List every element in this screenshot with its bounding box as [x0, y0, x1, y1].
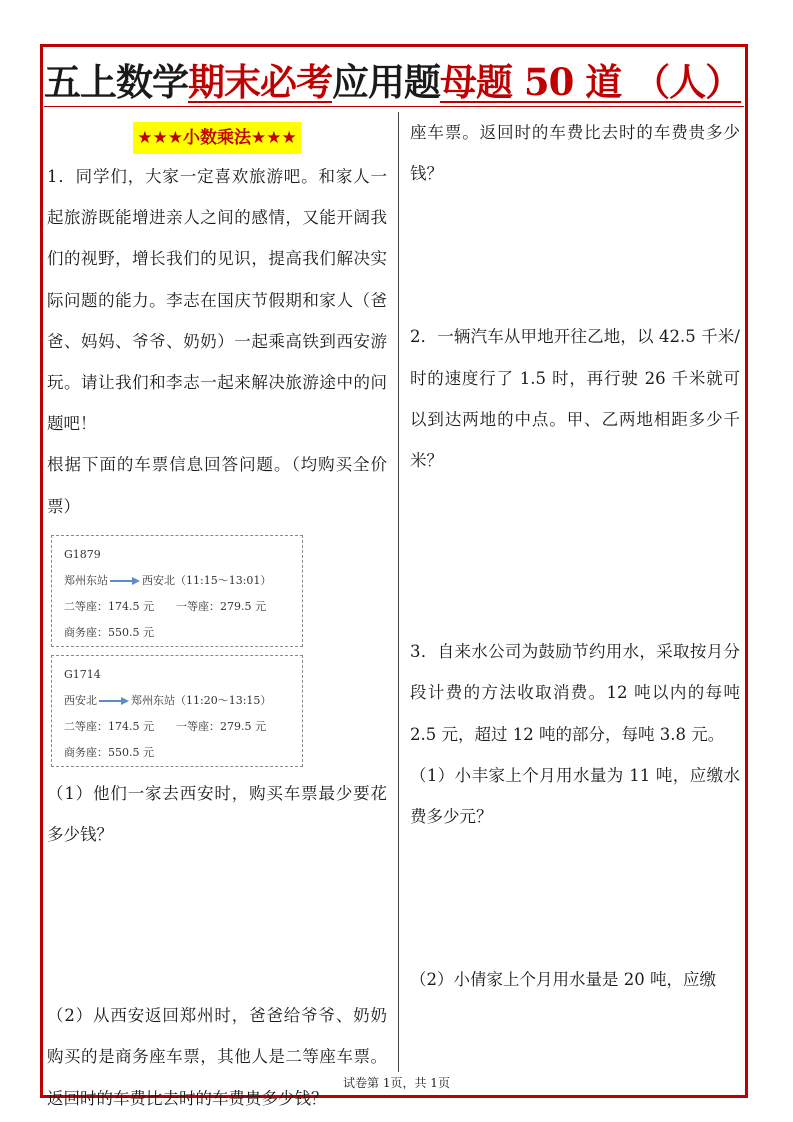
page-footer: 试卷第 1页，共 1页: [343, 1076, 450, 1090]
q1-intro: 1．同学们，大家一定喜欢旅游吧。和家人一起旅游既能增进亲人之间的感情，又能开阔我们的视野，增长我们的见识，提高我们解决实际问题的能力。李志在国庆节假期和家人（爸爸、妈妈、爷爷、奶奶）一起乘高铁到西安游玩。请让我们和李志一起来解决旅游途中的问题吧！: [47, 167, 387, 434]
left-column: [47, 112, 387, 1108]
ticket-1-second-class: 二等座：174.5 元: [64, 599, 154, 613]
answer-space: [410, 837, 740, 959]
ticket-1-route: [64, 568, 302, 594]
title-rule: [44, 106, 744, 107]
title-part-4: 母题 50 道 （人）: [440, 60, 742, 104]
ticket-2-first-class: 一等座：279.5 元: [176, 719, 266, 733]
right-column: [410, 112, 740, 1000]
q1-sub2: （2）从西安返回郑州时，爸爸给爷爷、奶奶购买的是商务座车票，其他人是二等座车票。返回时的车费比去时的车费贵多少钱？: [47, 1006, 387, 1108]
q3-sub2: （2）小倩家上个月用水量是 20 吨，应缴: [410, 970, 716, 990]
ticket-1-business: 商务座：550.5 元: [64, 625, 154, 639]
ticket-2-route: [64, 688, 302, 714]
arrow-right-icon: [99, 696, 129, 706]
ticket-2-train: G1714: [64, 667, 101, 681]
answer-space: [47, 855, 387, 995]
section-heading-wrap: [47, 112, 387, 156]
q1-sub2-continued: 座车票。返回时的车费比去时的车费贵多少钱？: [410, 123, 740, 184]
ticket-1-prices: [64, 594, 302, 620]
arrow-right-icon: [110, 576, 140, 586]
q3-sub1: （1）小丰家上个月用水量为 11 吨，应缴水费多少元？: [410, 765, 740, 827]
section-heading: ★★★小数乘法★★★: [133, 122, 300, 154]
ticket-2: [51, 655, 303, 767]
title-part-1: 五上数学: [44, 60, 188, 104]
title-part-3: 应用题: [332, 60, 440, 104]
ticket-1-to: 西安北（11:15～13:01）: [142, 573, 272, 587]
ticket-1-from: 郑州东站: [64, 573, 108, 587]
ticket-2-business: 商务座：550.5 元: [64, 745, 154, 759]
ticket-2-from: 西安北: [64, 693, 97, 707]
ticket-2-prices: [64, 714, 302, 740]
ticket-2-to: 郑州东站（11:20～13:15）: [131, 693, 272, 707]
q3-intro: 3．自来水公司为鼓励节约用水，采取按月分段计费的方法收取消费。12 吨以内的每吨 2.5 元，超过 12 吨的部分，每吨 3.8 元。: [410, 642, 740, 744]
ticket-1-first-class: 一等座：279.5 元: [176, 599, 266, 613]
ticket-2-second-class: 二等座：174.5 元: [64, 719, 154, 733]
column-divider: [398, 112, 399, 1072]
title-part-2: 期末必考: [188, 60, 332, 104]
page-title: [44, 52, 744, 102]
answer-space: [410, 194, 740, 316]
q2-text: 2．一辆汽车从甲地开往乙地，以 42.5 千米/时的速度行了 1.5 时，再行驶 26 千米就可以到达两地的中点。甲、乙两地相距多少千米？: [410, 327, 740, 471]
q1-sub1: （1）他们一家去西安时，购买车票最少要花多少钱？: [47, 783, 387, 845]
ticket-1: [51, 535, 303, 647]
q1-instruction: 根据下面的车票信息回答问题。（均购买全价票）: [47, 455, 387, 516]
answer-space: [410, 481, 740, 631]
ticket-1-train: G1879: [64, 547, 101, 561]
